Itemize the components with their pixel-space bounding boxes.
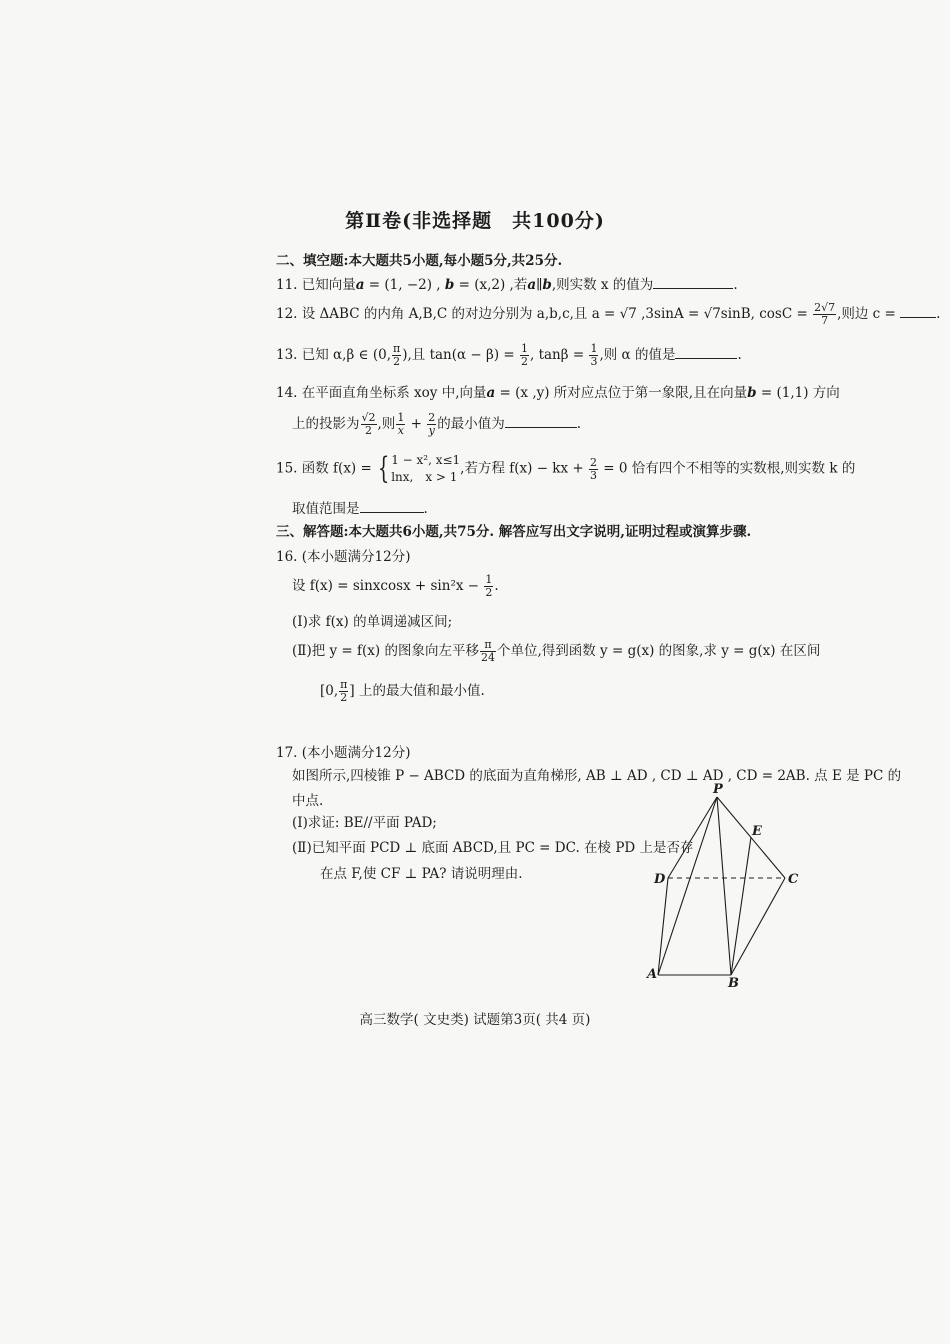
- segment-BE: [731, 837, 751, 975]
- edge-PD: [668, 797, 717, 878]
- page-title: 第Ⅱ卷(非选择题 共100分): [345, 210, 605, 232]
- vertex-label-E: E: [752, 824, 762, 839]
- question-16-part-2-interval: [0, $\frac{\pi}{2}$ ] 上的最大值和最小值.: [320, 678, 485, 704]
- question-14-line-1: 14. 在平面直角坐标系 xoy 中,向量a = (x ,y) 所对应点位于第一象限,且在向量b = (1,1) 方向: [276, 385, 840, 401]
- question-17-part-1: (Ⅰ)求证: BE//平面 PAD;: [292, 815, 437, 831]
- answer-blank: [360, 500, 424, 513]
- fraction: $\frac{2}{y}$: [428, 411, 436, 437]
- vertex-label-B: B: [728, 976, 739, 990]
- answer-blank: [900, 305, 936, 318]
- section-2-heading: 二、填空题:本大题共5小题,每小题5分,共25分.: [276, 253, 563, 269]
- answer-blank: [653, 276, 733, 289]
- question-17-heading: 17. (本小题满分12分): [276, 745, 411, 761]
- question-17-part-2: (Ⅱ)已知平面 PCD ⊥ 底面 ABCD,且 PC = DC. 在棱 PD 上是否存: [292, 840, 694, 856]
- piecewise-cases: 1 − x², x≤1 lnx, x > 1: [391, 453, 461, 484]
- fraction: $\frac{1}{3}$: [590, 342, 598, 368]
- fraction: $\frac{1}{2}$: [521, 342, 528, 368]
- fraction: $\frac{2}{3}$: [589, 455, 597, 482]
- vertex-label-A: A: [647, 967, 658, 982]
- vertex-label-P: P: [713, 782, 723, 797]
- question-12: 12. 设 ΔABC 的内角 A,B,C 的对边分别为 a,b,c,且 a = √7 ,3sinA = √7sinB, cosC = $\frac{2√7}{7}$ ,则边 c = .: [276, 301, 941, 327]
- question-17-line-2: 中点.: [292, 793, 324, 809]
- question-16-definition: 设 f(x) = sinxcosx + sin²x − $\frac{1}{2}$ .: [292, 573, 499, 599]
- fraction: $\frac{2√7}{7}$: [814, 301, 836, 327]
- question-11: 11. 已知向量a = (1, −2) , b = (x,2) ,若a∥b,则实数 x 的值为 .: [276, 277, 738, 293]
- brace-symbol: {: [377, 451, 390, 486]
- question-17-line-1: 如图所示,四棱锥 P − ABCD 的底面为直角梯形, AB ⊥ AD , CD ⊥ AD , CD = 2AB. 点 E 是 PC 的: [292, 768, 902, 784]
- edge-PB: [717, 797, 731, 975]
- fraction: $\frac{1}{x}$: [397, 411, 405, 437]
- fraction: $\frac{\pi}{2}$: [393, 342, 401, 368]
- question-15-line-1: 15. 函数 f(x) = { 1 − x², x≤1 lnx, x > 1 ,若方程 f(x) − kx + $\frac{2}{3}$ = 0 恰有四个不相等的实数根,则实数 k 的: [276, 451, 856, 486]
- answer-blank: [505, 415, 577, 428]
- question-14-line-2: 上的投影为 $\frac{√2}{2}$ ,则 $\frac{1}{x}$ + $\frac{2}{y}$ 的最小值为 .: [292, 411, 582, 437]
- answer-blank: [675, 346, 737, 359]
- fraction: $\frac{\pi}{24}$: [480, 638, 495, 664]
- edge-BC: [731, 878, 785, 975]
- pyramid-figure: [640, 780, 820, 990]
- question-16-part-1: (Ⅰ)求 f(x) 的单调递减区间;: [292, 614, 453, 630]
- page-footer: 高三数学( 文史类) 试题第3页( 共4 页): [359, 1012, 591, 1028]
- question-13: 13. 已知 α,β ∈ (0, $\frac{\pi}{2}$ ),且 tan(α − β) = $\frac{1}{2}$ , tanβ = $\frac{1}{3}$ ,则 α 的值是 .: [276, 342, 742, 368]
- fraction: $\frac{\pi}{2}$: [340, 678, 348, 704]
- section-3-heading: 三、解答题:本大题共6小题,共75分. 解答应写出文字说明,证明过程或演算步骤.: [276, 524, 752, 540]
- vertex-label-D: D: [654, 872, 666, 887]
- fraction: $\frac{1}{2}$: [485, 573, 493, 599]
- fraction: $\frac{√2}{2}$: [361, 411, 376, 437]
- question-17-part-2-continued: 在点 F,使 CF ⊥ PA? 请说明理由.: [320, 866, 523, 882]
- vertex-label-C: C: [788, 872, 799, 887]
- question-16-heading: 16. (本小题满分12分): [276, 549, 411, 565]
- question-16-part-2: (Ⅱ)把 y = f(x) 的图象向左平移 $\frac{\pi}{24}$ 个单位,得到函数 y = g(x) 的图象,求 y = g(x) 在区间: [292, 638, 821, 664]
- question-15-line-2: 取值范围是 .: [292, 501, 428, 517]
